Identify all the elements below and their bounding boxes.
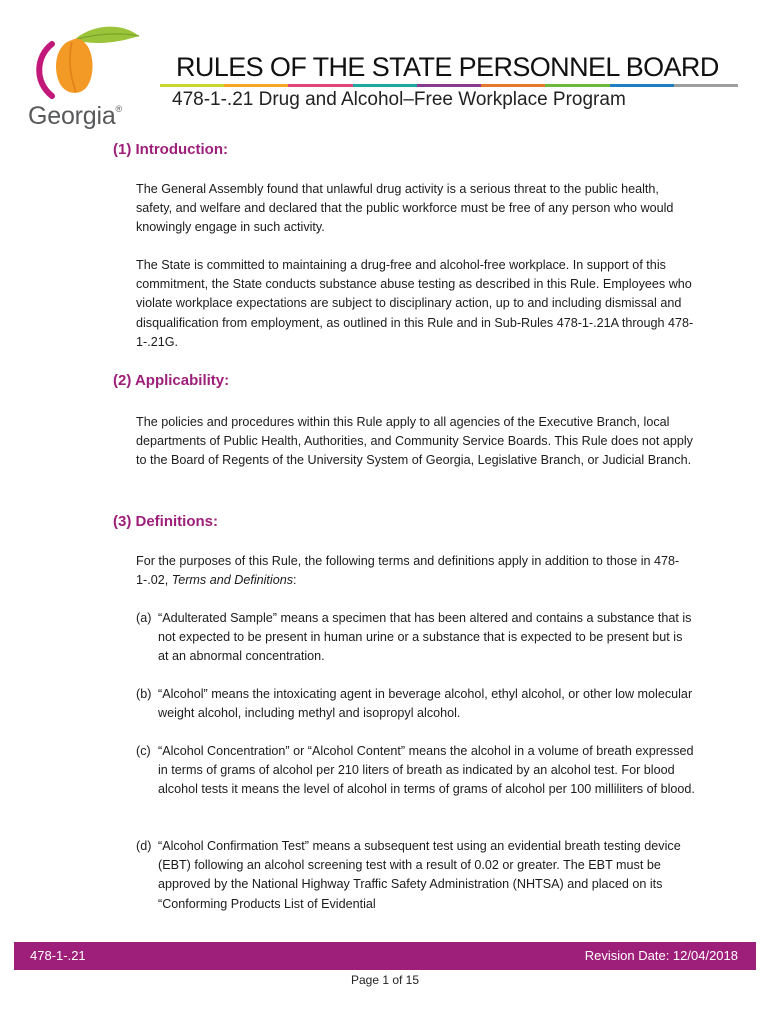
definition-text: “Alcohol” means the intoxicating agent in beverage alcohol, ethyl alcohol, or other low molecular weight alcohol, including methyl and isopropyl alcohol. xyxy=(158,687,693,721)
intro-paragraph-2: The State is committed to maintaining a drug-free and alcohol-free workplace. In support of this commitment, the State conducts substance abuse testing as described in this Rule. Employees who violate workplace expectations are subject to disciplinary action, up to and including dismissal and disqualification from employment, as outlined in this Rule and in Sub-Rules 478-1-.21A through 478-1-.21G. xyxy=(136,258,694,349)
list-marker: (a) xyxy=(136,611,152,625)
section-heading-applicability: (2) Applicability: xyxy=(113,372,230,389)
definition-item xyxy=(136,609,696,667)
applicability-paragraph: The policies and procedures within this Rule apply to all agencies of the Executive Branch, local departments of Public Health, Authorities, and Community Service Boards. This Rule does not apply to the Board of Regents of the University System of Georgia, Legislative Branch, or Judicial Branch. xyxy=(136,415,693,468)
stripe-segment xyxy=(288,84,352,87)
intro-paragraph-1: The General Assembly found that unlawful drug activity is a serious threat to the public health, safety, and welfare and declared that the public workforce must be free of any person who would knowingly engage in such activity. xyxy=(136,182,674,235)
definitions-intro: For the purposes of this Rule, the following terms and definitions apply in addition to those in 478-1-.02, Terms and Definitions: xyxy=(136,554,680,588)
stripe-segment xyxy=(353,84,417,87)
footer-revision-date: Revision Date: 12/04/2018 xyxy=(584,948,738,963)
section-heading-definitions: (3) Definitions: xyxy=(113,513,218,530)
stripe-segment xyxy=(160,84,224,87)
document-title: RULES OF THE STATE PERSONNEL BOARD xyxy=(176,52,719,82)
definition-item xyxy=(136,742,696,800)
stripe-segment xyxy=(481,84,545,87)
footer-rule-number: 478-1-.21 xyxy=(30,948,86,963)
document-subtitle: 478-1-.21 Drug and Alcohol–Free Workplace Program xyxy=(172,89,626,110)
peach-icon xyxy=(22,18,147,108)
definition-text: “Alcohol Concentration” or “Alcohol Content” means the alcohol in a volume of breath expressed in terms of grams of alcohol per 210 liters of breath as indicated by an alcohol test. For blood alcohol tests it means the level of alcohol in terms of grams of alcohol per 100 milliliters of blood. xyxy=(158,744,695,797)
stripe-segment xyxy=(417,84,481,87)
stripe-segment xyxy=(674,84,738,87)
section-heading-introduction: (1) Introduction: xyxy=(113,141,228,158)
footer-bar xyxy=(14,942,756,970)
list-marker: (c) xyxy=(136,744,151,758)
georgia-logo xyxy=(22,18,147,130)
definition-text: “Adulterated Sample” means a specimen that has been altered and contains a substance that is not expected to be present in human urine or a substance that is expected to be present but is at an abnormal concentration. xyxy=(158,611,692,664)
list-marker: (d) xyxy=(136,839,152,853)
definition-text: “Alcohol Confirmation Test” means a subsequent test using an evidential breath testing device (EBT) following an alcohol screening test with a result of 0.02 or greater. The EBT must be approved by the National Highway Traffic Safety Administration (NHTSA) and placed on its “Conforming Products List of Evidential xyxy=(158,839,681,911)
page-number: Page 1 of 15 xyxy=(350,973,420,987)
list-marker: (b) xyxy=(136,687,152,701)
stripe-segment xyxy=(545,84,609,87)
title-underline-stripe xyxy=(160,84,738,87)
logo-wordmark: Georgia® xyxy=(28,102,122,130)
stripe-segment xyxy=(610,84,674,87)
stripe-segment xyxy=(224,84,288,87)
definition-item xyxy=(136,837,696,914)
definition-item xyxy=(136,685,696,723)
